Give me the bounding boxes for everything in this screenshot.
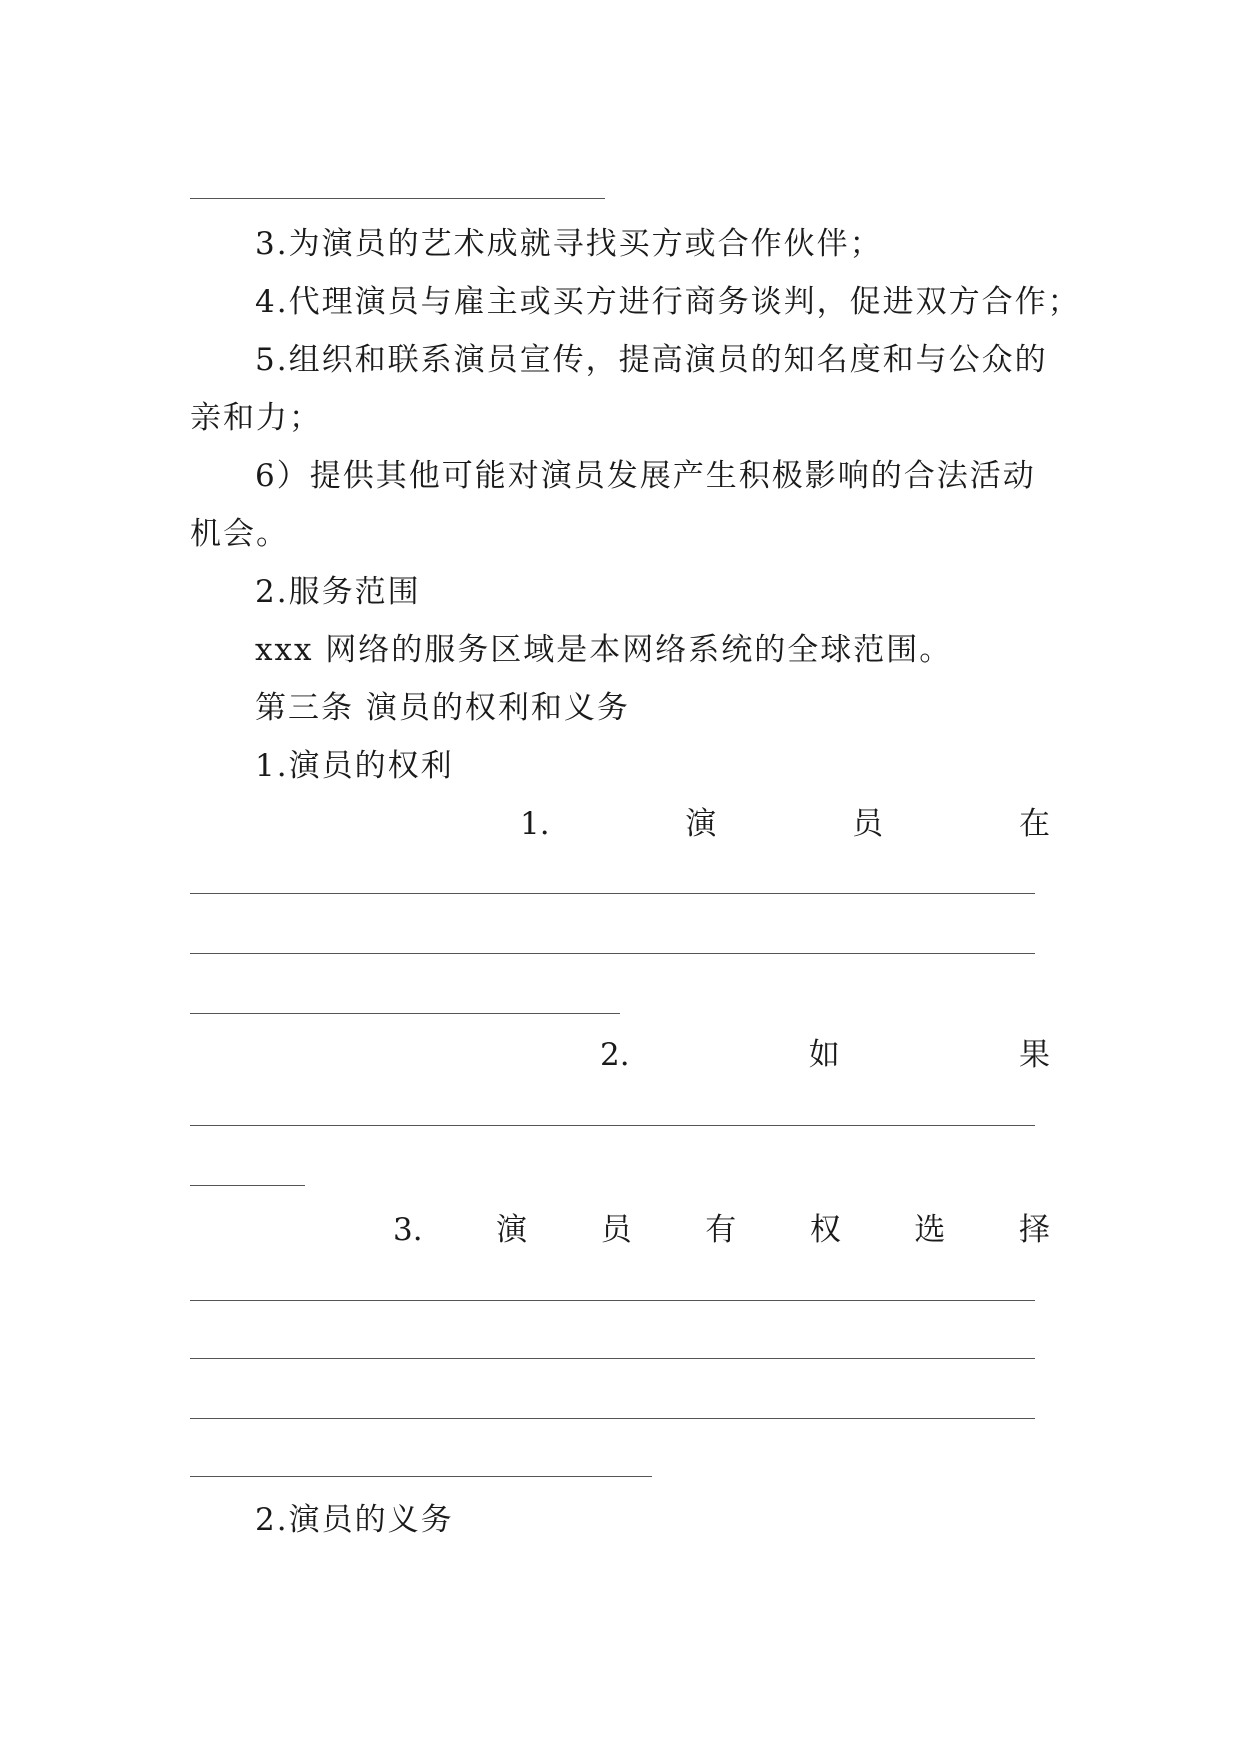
fill-blank-rule (190, 953, 1035, 954)
section-heading-service-scope: 2.服务范围 (255, 574, 421, 610)
fill-blank-rule (190, 1358, 1035, 1359)
service-scope-text: xxx 网络的服务区域是本网络系统的全球范围。 (255, 632, 953, 668)
right-3-token: 择 (1018, 1212, 1050, 1248)
fill-blank-rule (190, 1418, 1035, 1419)
service-item-6: 6）提供其他可能对演员发展产生积极影响的合法活动 (255, 458, 1036, 494)
service-item-4: 4.代理演员与雇主或买方进行商务谈判，促进双方合作； (255, 284, 1081, 320)
fill-blank-rule (190, 198, 605, 199)
fill-blank-rule (190, 1476, 652, 1477)
right-3-token: 权 (809, 1212, 841, 1248)
service-item-6-continued: 机会。 (190, 516, 289, 552)
fill-blank-rule (190, 1013, 620, 1014)
service-item-5-continued: 亲和力； (190, 400, 322, 436)
right-1-line (520, 794, 1050, 854)
right-2-token: 如 (808, 1037, 840, 1073)
section-heading-actor-rights: 1.演员的权利 (255, 748, 454, 784)
right-1-token: 1. (520, 806, 550, 842)
right-3-token: 选 (914, 1212, 946, 1248)
right-1-token: 在 (1018, 806, 1050, 842)
right-3-token: 演 (496, 1212, 528, 1248)
right-2-token: 2. (600, 1037, 630, 1073)
right-3-token: 3. (393, 1212, 423, 1248)
fill-blank-rule (190, 1125, 1035, 1126)
right-1-token: 员 (852, 806, 884, 842)
fill-blank-rule (190, 1300, 1035, 1301)
right-1-token: 演 (685, 806, 717, 842)
fill-blank-rule (190, 893, 1035, 894)
fill-blank-rule (190, 1185, 305, 1186)
right-2-token: 果 (1018, 1037, 1050, 1073)
right-3-line (393, 1200, 1050, 1260)
right-2-line (600, 1025, 1050, 1085)
right-3-token: 员 (600, 1212, 632, 1248)
section-heading-actor-obligations: 2.演员的义务 (255, 1502, 454, 1538)
service-item-5: 5.组织和联系演员宣传，提高演员的知名度和与公众的 (255, 342, 1048, 378)
right-3-token: 有 (705, 1212, 737, 1248)
article-3-heading: 第三条 演员的权利和义务 (255, 690, 630, 726)
service-item-3: 3.为演员的艺术成就寻找买方或合作伙伴； (255, 226, 883, 262)
